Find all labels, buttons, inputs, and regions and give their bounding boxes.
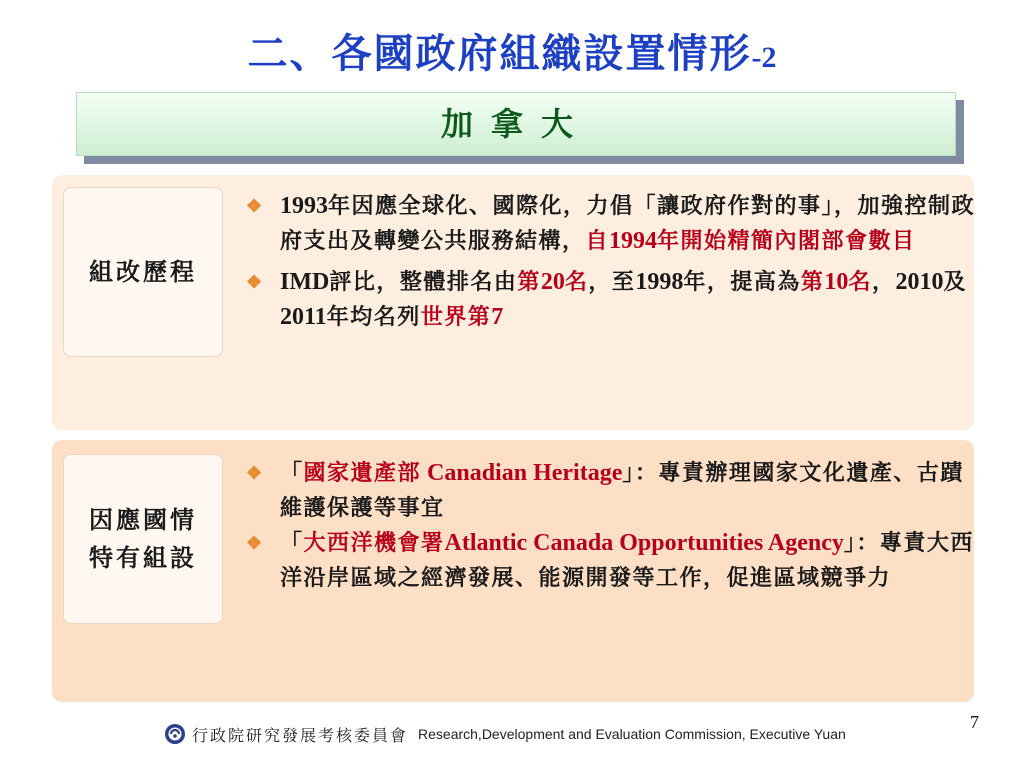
footer-org-name-zh: 行政院研究發展考核委員會 [192, 725, 409, 745]
commission-logo-icon [164, 723, 186, 745]
text: 年，提高為 [683, 269, 801, 295]
country-name: 加拿大 [440, 105, 591, 143]
page-number: 7 [970, 712, 979, 732]
bullet-item [242, 526, 977, 596]
highlight-text: 第 [800, 269, 825, 295]
slide-title-main: 二、各國政府組織設置情形 [247, 30, 752, 77]
bullet-item [242, 265, 977, 335]
text-year: 2011 [280, 304, 327, 330]
bullet-item [242, 189, 977, 259]
special-organization-panel [52, 440, 974, 702]
diamond-bullet-icon: ❖ [246, 463, 264, 484]
diamond-bullet-icon: ❖ [246, 196, 264, 217]
text: ，至 [588, 269, 636, 295]
highlight-number: 7 [491, 304, 504, 330]
highlight-text: 年開始精簡內閣部會數目 [657, 228, 916, 254]
bullet-item [242, 456, 977, 526]
reform-history-panel [52, 175, 974, 430]
reform-history-content [242, 189, 977, 335]
highlight-text: 名 [564, 269, 589, 295]
footer-org-name-en: Research,Development and Evaluation Commission, Executive Yuan [418, 726, 846, 742]
text: ， [871, 269, 896, 295]
text-year: 1993 [280, 193, 328, 219]
highlight-text: 世界第 [420, 304, 492, 330]
special-organization-label-line2: 特有組設 [89, 543, 197, 572]
highlight-year: 1994 [609, 228, 658, 254]
country-banner [76, 92, 956, 156]
highlight-text: 自 [585, 228, 610, 254]
text-year: 2010 [895, 269, 944, 295]
highlight-text: 大西洋機會署 [303, 530, 445, 556]
reform-history-label: 組改歷程 [89, 257, 197, 286]
text-imd: IMD [280, 269, 330, 295]
highlight-number: 20 [540, 269, 565, 295]
highlight-text: 第 [517, 269, 541, 295]
text: 「 [280, 460, 304, 486]
highlight-number: 10 [824, 269, 849, 295]
text: 「 [280, 530, 304, 556]
text: 」：專責辦理國家文化遺產、古蹟維護保護等事宜 [280, 460, 964, 521]
text: 」：專責大西洋沿岸區域之經濟發展、能源開發等工作，促進區域競爭力 [280, 530, 974, 591]
highlight-text: 國家遺產部 [303, 460, 422, 486]
text: 年因應全球化、國際化，力倡「讓政府作對的事」，加強控制政府支出及轉變公共服務結構， [280, 193, 976, 254]
special-organization-label-line1: 因應國情 [89, 505, 197, 534]
special-organization-content [242, 456, 977, 596]
slide-title-suffix: -2 [751, 41, 777, 74]
text: 年均名列 [326, 304, 421, 330]
highlight-english-name: Atlantic Canada Opportunities Agency [444, 530, 844, 556]
reform-history-label-box [63, 187, 223, 357]
diamond-bullet-icon: ❖ [246, 272, 264, 293]
text: 及 [943, 269, 967, 295]
highlight-english-name: Canadian Heritage [421, 460, 623, 486]
text-year: 1998 [635, 269, 684, 295]
diamond-bullet-icon: ❖ [246, 533, 264, 554]
footer [164, 722, 846, 746]
highlight-text: 名 [848, 269, 872, 295]
slide-title [0, 22, 1024, 79]
special-organization-label-box [63, 454, 223, 624]
text: 評比，整體排名由 [329, 269, 518, 295]
